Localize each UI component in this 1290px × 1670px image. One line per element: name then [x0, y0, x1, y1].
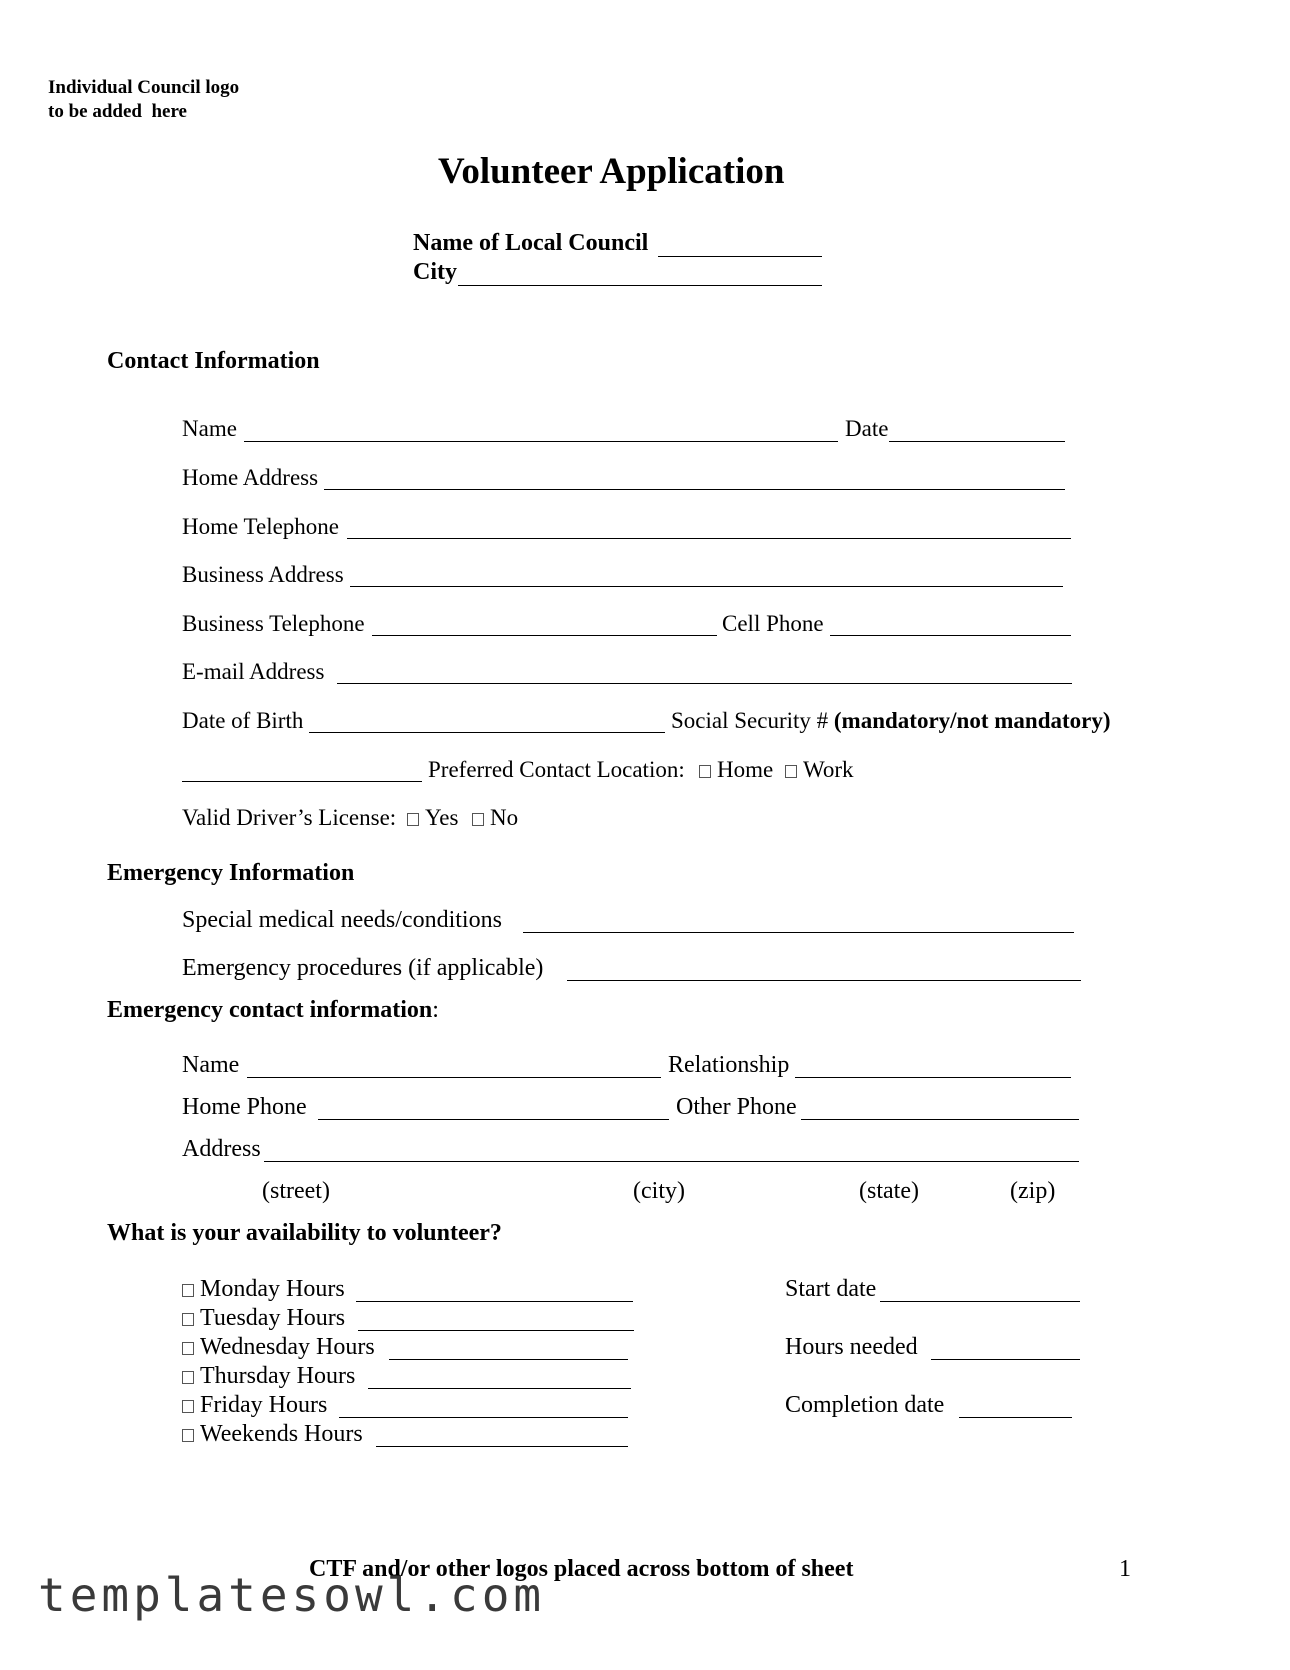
checkbox-icon[interactable]	[182, 1284, 194, 1297]
emergency-home-phone-label: Home Phone	[182, 1094, 307, 1120]
address-street-caption: (street)	[262, 1178, 330, 1204]
checkbox-icon[interactable]	[785, 765, 797, 778]
checkbox-icon[interactable]	[182, 1429, 194, 1442]
completion-date-label: Completion date	[785, 1392, 945, 1418]
dob-label: Date of Birth	[182, 708, 304, 733]
start-date-field[interactable]	[880, 1301, 1080, 1302]
medical-needs-label: Special medical needs/conditions	[182, 907, 502, 933]
wednesday-label: Wednesday Hours	[200, 1334, 375, 1360]
other-phone-label: Other Phone	[676, 1094, 797, 1120]
checkbox-icon[interactable]	[182, 1400, 194, 1413]
home-telephone-field[interactable]	[347, 538, 1071, 539]
thursday-hours-field[interactable]	[368, 1388, 631, 1389]
emergency-address-field[interactable]	[264, 1161, 1079, 1162]
hours-needed-field[interactable]	[931, 1359, 1080, 1360]
preferred-contact-label: Preferred Contact Location:	[428, 757, 685, 782]
tuesday-hours-field[interactable]	[358, 1330, 634, 1331]
other-phone-field[interactable]	[801, 1119, 1079, 1120]
emergency-home-phone-field[interactable]	[318, 1119, 669, 1120]
tuesday-label: Tuesday Hours	[200, 1305, 346, 1331]
preferred-contact-work-option[interactable]	[785, 757, 854, 783]
business-address-label: Business Address	[182, 562, 344, 587]
relationship-field[interactable]	[795, 1077, 1071, 1078]
business-address-field[interactable]	[350, 586, 1063, 587]
availability-tuesday[interactable]	[182, 1305, 345, 1332]
address-state-caption: (state)	[859, 1178, 919, 1204]
availability-thursday[interactable]	[182, 1363, 355, 1390]
footer-logos-note: CTF and/or other logos placed across bottom of sheet	[309, 1556, 854, 1582]
emergency-contact-heading	[107, 997, 439, 1024]
home-telephone-label: Home Telephone	[182, 514, 340, 539]
checkbox-icon[interactable]	[182, 1313, 194, 1326]
wednesday-hours-field[interactable]	[389, 1359, 628, 1360]
emergency-name-field[interactable]	[247, 1077, 661, 1078]
weekends-hours-field[interactable]	[376, 1446, 628, 1447]
logo-note-line2: to be added here	[48, 101, 187, 122]
checkbox-icon[interactable]	[699, 765, 711, 778]
checkbox-icon[interactable]	[472, 813, 484, 826]
emergency-name-label: Name	[182, 1052, 240, 1078]
address-city-caption: (city)	[633, 1178, 685, 1204]
weekends-label: Weekends Hours	[200, 1421, 363, 1447]
dob-field[interactable]	[309, 732, 665, 733]
monday-hours-field[interactable]	[356, 1301, 633, 1302]
emergency-heading: Emergency Information	[107, 860, 355, 886]
date-field[interactable]	[889, 441, 1065, 442]
date-label: Date	[845, 416, 889, 441]
emergency-procedures-field[interactable]	[567, 980, 1081, 981]
local-council-label: Name of Local Council	[413, 230, 649, 256]
contact-heading: Contact Information	[107, 348, 320, 374]
relationship-label: Relationship	[668, 1052, 790, 1078]
start-date-label: Start date	[785, 1276, 877, 1302]
local-council-field[interactable]	[658, 256, 822, 257]
address-zip-caption: (zip)	[1010, 1178, 1056, 1204]
emergency-address-label: Address	[182, 1136, 261, 1162]
page-title: Volunteer Application	[438, 151, 785, 192]
name-label: Name	[182, 416, 237, 441]
option-yes-label: Yes	[425, 805, 459, 830]
page-number: 1	[1119, 1556, 1131, 1582]
logo-note-line1: Individual Council logo	[48, 77, 240, 98]
hours-needed-label: Hours needed	[785, 1334, 918, 1360]
availability-heading: What is your availability to volunteer?	[107, 1220, 502, 1246]
cell-phone-label: Cell Phone	[722, 611, 824, 636]
option-no-label: No	[490, 805, 519, 830]
logo-placeholder-note	[48, 76, 239, 124]
email-label: E-mail Address	[182, 659, 325, 684]
ssn-label	[671, 708, 1111, 734]
home-address-field[interactable]	[324, 489, 1065, 490]
city-label: City	[413, 259, 457, 285]
option-work-label: Work	[803, 757, 854, 782]
emergency-contact-colon: :	[432, 997, 439, 1023]
watermark: templatesowl.com	[38, 1568, 546, 1622]
friday-hours-field[interactable]	[339, 1417, 628, 1418]
emergency-procedures-label: Emergency procedures (if applicable)	[182, 955, 544, 981]
city-field[interactable]	[458, 285, 822, 286]
preferred-contact-home-option[interactable]	[699, 757, 773, 783]
medical-needs-field[interactable]	[523, 932, 1074, 933]
business-telephone-field[interactable]	[372, 635, 717, 636]
name-field[interactable]	[244, 441, 838, 442]
availability-monday[interactable]	[182, 1276, 345, 1303]
cell-phone-field[interactable]	[830, 635, 1071, 636]
business-telephone-label: Business Telephone	[182, 611, 365, 636]
emergency-contact-heading-text: Emergency contact information	[107, 997, 433, 1023]
completion-date-field[interactable]	[959, 1417, 1072, 1418]
email-field[interactable]	[337, 683, 1072, 684]
drivers-license-no-option[interactable]	[472, 805, 518, 831]
ssn-mandatory-note: (mandatory/not mandatory)	[833, 708, 1111, 733]
home-address-label: Home Address	[182, 465, 319, 490]
thursday-label: Thursday Hours	[200, 1363, 356, 1389]
availability-weekends[interactable]	[182, 1421, 363, 1448]
ssn-label-text: Social Security #	[671, 708, 829, 733]
checkbox-icon[interactable]	[182, 1371, 194, 1384]
availability-friday[interactable]	[182, 1392, 327, 1419]
option-home-label: Home	[717, 757, 774, 782]
ssn-field[interactable]	[182, 781, 422, 782]
drivers-license-label: Valid Driver’s License:	[182, 805, 397, 830]
drivers-license-yes-option[interactable]	[407, 805, 458, 831]
availability-wednesday[interactable]	[182, 1334, 375, 1361]
friday-label: Friday Hours	[200, 1392, 328, 1418]
checkbox-icon[interactable]	[182, 1342, 194, 1355]
checkbox-icon[interactable]	[407, 813, 419, 826]
monday-label: Monday Hours	[200, 1276, 345, 1302]
